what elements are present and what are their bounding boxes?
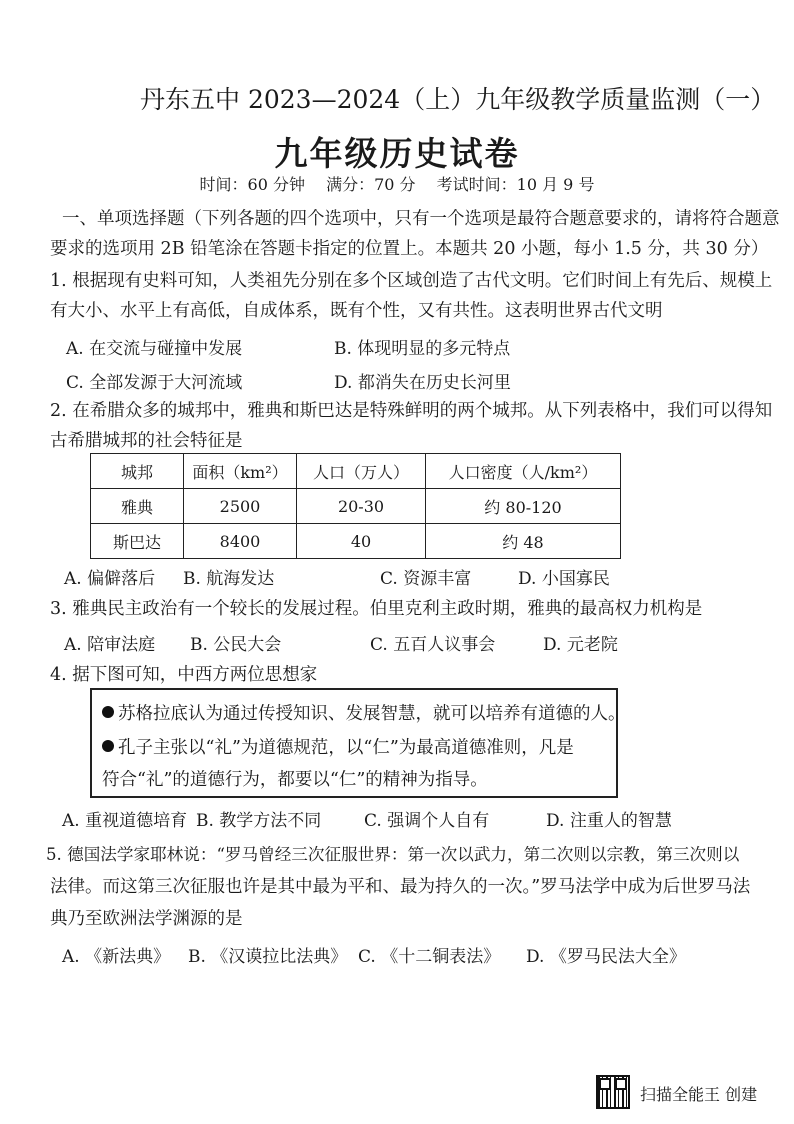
q1-option-d[interactable]: D. 都消失在历史长河里: [334, 373, 511, 393]
q3-option-a[interactable]: A. 陪审法庭: [64, 635, 156, 655]
q3-option-c[interactable]: C. 五百人议事会: [370, 635, 496, 655]
thinkers-quote-box: [90, 688, 626, 798]
bullet-icon: [102, 706, 114, 718]
school-exam-line: 丹东五中 2023—2024（上）九年级教学质量监测（一）: [140, 85, 776, 114]
table-cell: 斯巴达: [91, 524, 184, 559]
city-state-table: [90, 453, 621, 559]
bullet-icon: [102, 740, 114, 752]
table-header-row: [91, 454, 621, 489]
table-cell: 8400: [184, 524, 297, 559]
q1-option-c[interactable]: C. 全部发源于大河流域: [66, 373, 243, 393]
table-header-cell: 人口（万人）: [297, 454, 426, 489]
quote-confucius: [102, 734, 574, 759]
table-row: [91, 524, 621, 559]
q5-stem-line1: 5. 德国法学家耶林说：“罗马曾经三次征服世界：第一次以武力，第二次则以宗教，第三次则以: [46, 845, 740, 864]
table-row: [91, 489, 621, 524]
q4-option-a[interactable]: A. 重视道德培育: [62, 811, 188, 831]
q5-stem-line2: 法律。而这第三次征服也许是其中最为平和、最为持久的一次。”罗马法学中成为后世罗马法: [50, 877, 751, 897]
q2-stem-line1: 2. 在希腊众多的城邦中，雅典和斯巴达是特殊鲜明的两个城邦。从下列表格中，我们可以得知: [50, 401, 773, 421]
q1-options-row2: [0, 368, 794, 394]
q3-stem: 3. 雅典民主政治有一个较长的发展过程。伯里克利主政时期，雅典的最高权力机构是: [50, 599, 703, 619]
scanner-watermark: 扫描全能王 创建: [640, 1085, 758, 1104]
table-cell: 约 80-120: [426, 489, 621, 524]
q5-option-b[interactable]: B. 《汉谟拉比法典》: [188, 947, 348, 967]
q5-option-d[interactable]: D. 《罗马民法大全》: [526, 947, 686, 967]
table-header-cell: 面积（km²）: [184, 454, 297, 489]
quote-socrates-text: 苏格拉底认为通过传授知识、发展智慧，就可以培养有道德的人。: [118, 704, 626, 724]
q1-option-a[interactable]: A. 在交流与碰撞中发展: [66, 339, 243, 359]
exam-score: 满分：70 分: [326, 175, 416, 194]
q5-option-a[interactable]: A. 《新法典》: [62, 947, 171, 967]
page-title: 九年级历史试卷: [274, 134, 520, 173]
exam-meta: [0, 172, 794, 195]
q2-option-a[interactable]: A. 偏僻落后: [64, 569, 156, 589]
q5-option-c[interactable]: C. 《十二铜表法》: [358, 947, 501, 967]
q2-option-b[interactable]: B. 航海发达: [183, 569, 275, 589]
table-cell: 约 48: [426, 524, 621, 559]
table-header-cell: 城邦: [91, 454, 184, 489]
table-cell: 20-30: [297, 489, 426, 524]
quote-socrates: [102, 700, 626, 725]
section-instructions-line1: 一、单项选择题（下列各题的四个选项中，只有一个选项是最符合题意要求的，请将符合题意: [62, 209, 780, 229]
q2-options: [0, 564, 794, 590]
table-header-cell: 人口密度（人/km²）: [426, 454, 621, 489]
q4-options: [0, 806, 794, 832]
q3-option-b[interactable]: B. 公民大会: [190, 635, 282, 655]
q1-options-row1: [0, 334, 794, 360]
quote-confucius-cont: 符合“礼”的道德行为，都要以“仁”的精神为指导。: [102, 770, 488, 790]
qr-code-icon: [596, 1075, 630, 1109]
q4-option-c[interactable]: C. 强调个人自有: [364, 811, 490, 831]
q5-stem-line3: 典乃至欧洲法学渊源的是: [50, 909, 243, 929]
q2-option-d[interactable]: D. 小国寡民: [518, 569, 610, 589]
q1-stem-line2: 有大小、水平上有高低，自成体系，既有个性，又有共性。这表明世界古代文明: [50, 301, 663, 321]
section-instructions-line2: 要求的选项用 2B 铅笔涂在答题卡指定的位置上。本题共 20 小题，每小 1.5 分，共 30 分）: [50, 239, 769, 259]
exam-date: 考试时间：10 月 9 号: [436, 175, 595, 194]
quote-confucius-text: 孔子主张以“礼”为道德规范，以“仁”为最高道德准则，凡是: [118, 738, 574, 758]
q5-options: [0, 942, 794, 968]
q1-stem-line1: 1. 根据现有史料可知，人类祖先分别在多个区域创造了古代文明。它们时间上有先后、规模上: [50, 271, 773, 291]
exam-time: 时间：60 分钟: [199, 175, 305, 194]
q2-option-c[interactable]: C. 资源丰富: [380, 569, 472, 589]
q3-option-d[interactable]: D. 元老院: [543, 635, 618, 655]
table-cell: 雅典: [91, 489, 184, 524]
q3-options: [0, 630, 794, 656]
table-cell: 40: [297, 524, 426, 559]
q4-option-d[interactable]: D. 注重人的智慧: [546, 811, 672, 831]
q2-stem-line2: 古希腊城邦的社会特征是: [50, 431, 243, 451]
q4-stem: 4. 据下图可知，中西方两位思想家: [50, 665, 318, 685]
q1-option-b[interactable]: B. 体现明显的多元特点: [334, 339, 511, 359]
table-cell: 2500: [184, 489, 297, 524]
q4-option-b[interactable]: B. 教学方法不同: [196, 811, 322, 831]
